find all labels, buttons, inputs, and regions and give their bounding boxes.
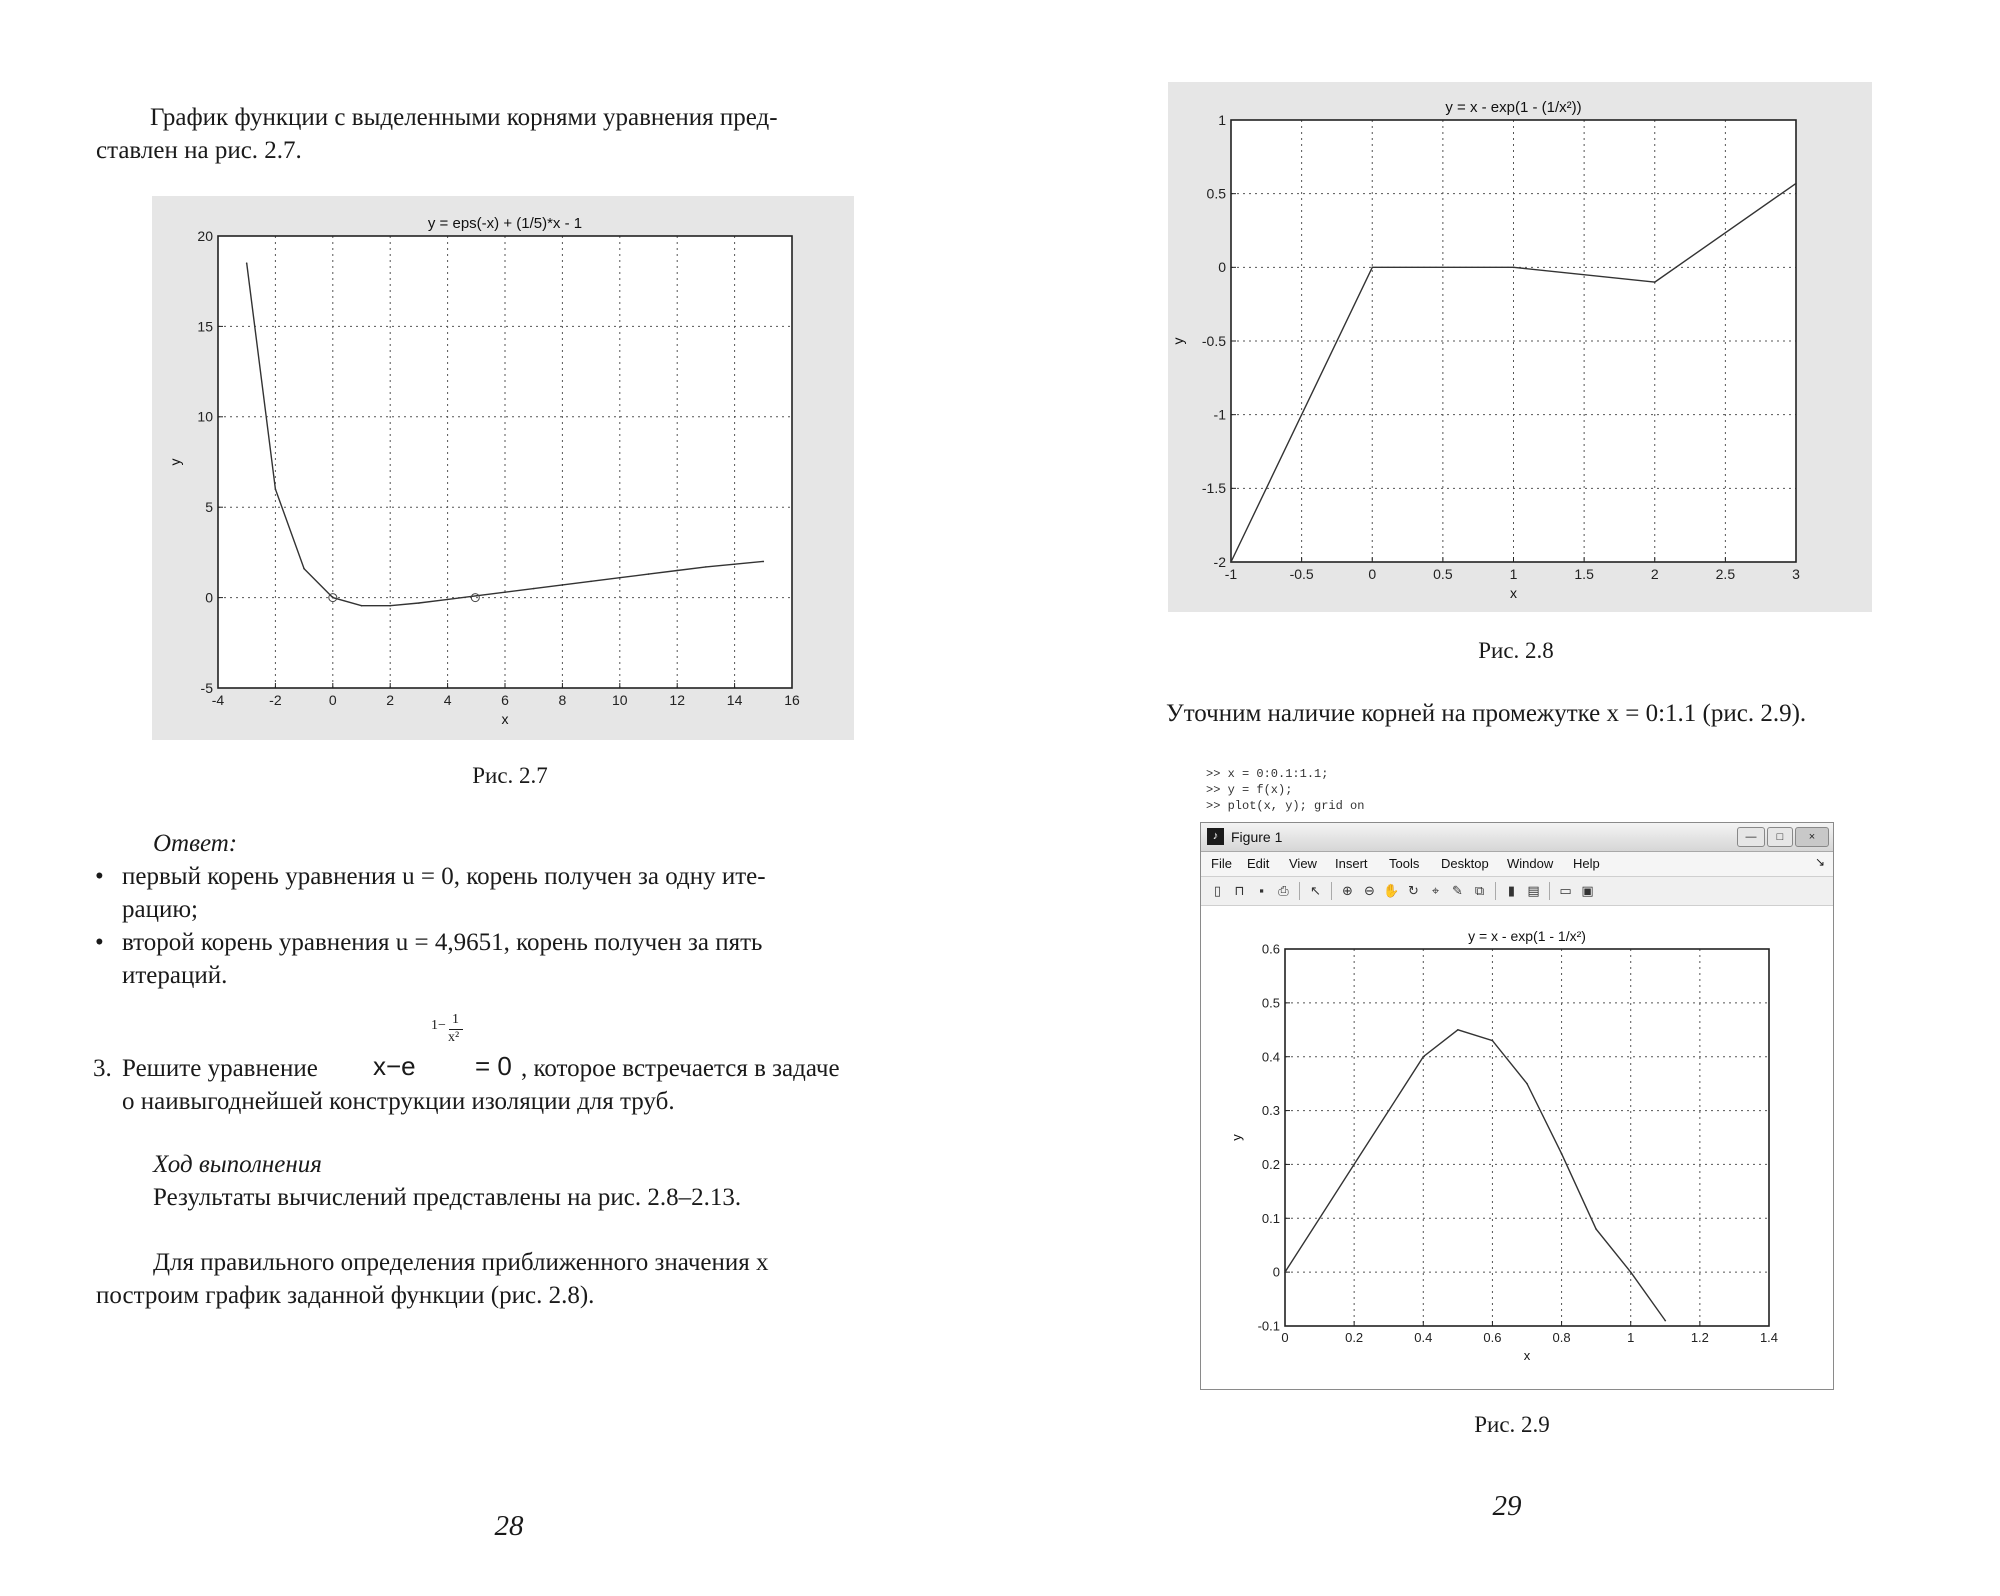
x-tick-label: 1.4 xyxy=(1759,1330,1779,1345)
y-tick-label: -1 xyxy=(1213,406,1226,423)
data-point xyxy=(763,561,765,563)
data-point xyxy=(1595,1228,1597,1230)
y-tick-label: -2 xyxy=(1213,553,1226,570)
x-tick-label: 1 xyxy=(1509,566,1518,582)
y-tick-label: -0.5 xyxy=(1201,332,1226,349)
x-tick-label: 0 xyxy=(328,692,337,708)
edit-plot-arrow-icon[interactable]: ↖ xyxy=(1310,883,1321,898)
x-tick-label: 12 xyxy=(669,692,685,708)
y-tick-label: 0.2 xyxy=(1261,1156,1280,1172)
command-line-3: >> plot(x, y); grid on xyxy=(1206,799,1365,813)
link-plot-icon[interactable]: ⧉ xyxy=(1474,883,1485,898)
equation-exponent-lead: 1− xyxy=(431,1018,446,1033)
y-axis-label: y xyxy=(167,458,183,466)
data-point xyxy=(1371,267,1373,269)
data-point xyxy=(648,573,650,575)
bullet-icon: • xyxy=(95,863,104,890)
data-point xyxy=(1526,1083,1528,1085)
x-tick-label: -4 xyxy=(211,692,225,708)
toolbar-separator xyxy=(1549,882,1550,900)
figure-1-window[interactable] xyxy=(1200,822,1834,1390)
figure-2-8-chart xyxy=(1168,82,1872,612)
data-point xyxy=(332,597,334,599)
x-axis-label: x xyxy=(501,711,509,727)
y-tick-label: 0 xyxy=(1218,259,1226,276)
plot-area xyxy=(1285,949,1769,1326)
figure-2-9-caption: Рис. 2.9 xyxy=(1474,1412,1550,1437)
chart-title: y = eps(-x) + (1/5)*x - 1 xyxy=(427,215,583,232)
command-line-2: >> y = f(x); xyxy=(1206,783,1293,797)
equation-exponent-denominator: x² xyxy=(448,1030,460,1045)
intro-paragraph-line1: График функции с выделенными корнями уравнения пред- xyxy=(150,104,778,131)
minimize-button[interactable]: — xyxy=(1737,827,1765,847)
equation-exponent-numerator: 1 xyxy=(452,1012,459,1027)
answer-item-2-line1: второй корень уравнения u = 4,9651, корень получен за пять xyxy=(122,929,763,956)
x-tick-label: -0.5 xyxy=(1289,566,1314,582)
data-point xyxy=(619,577,621,579)
y-tick-label: 0.3 xyxy=(1261,1103,1280,1119)
data-point xyxy=(1230,561,1232,563)
data-point xyxy=(1319,1217,1321,1219)
y-axis-label: y xyxy=(1229,1134,1244,1141)
window-toolbar xyxy=(1201,877,1833,906)
window-title: Figure 1 xyxy=(1231,829,1283,845)
x-tick-label: 0 xyxy=(1368,566,1377,582)
y-tick-label: 0.6 xyxy=(1261,941,1280,957)
x-tick-label: 10 xyxy=(612,692,628,708)
data-point xyxy=(418,602,420,604)
x-tick-label: -1 xyxy=(1224,566,1238,582)
data-point xyxy=(1664,1320,1666,1322)
figure-2-7-chart xyxy=(152,196,854,740)
y-tick-label: 5 xyxy=(205,499,213,516)
x-tick-label: 0.6 xyxy=(1483,1330,1502,1345)
y-tick-label: 0 xyxy=(1272,1264,1280,1280)
y-tick-label: -0.1 xyxy=(1257,1318,1280,1334)
x-tick-label: 16 xyxy=(784,692,800,708)
maximize-button[interactable]: □ xyxy=(1767,827,1793,847)
data-point xyxy=(734,563,736,565)
task-line2: о наивыгоднейшей конструкции изоляции для труб. xyxy=(122,1088,675,1115)
data-point xyxy=(1561,1153,1563,1155)
y-tick-label: 15 xyxy=(197,318,213,335)
data-point xyxy=(1795,183,1797,185)
data-point xyxy=(676,570,678,572)
figure-2-7-caption: Рис. 2.7 xyxy=(472,763,548,788)
window-titlebar[interactable] xyxy=(1201,823,1833,852)
progress-text: Результаты вычислений представлены на рис. 2.8–2.13. xyxy=(153,1184,742,1211)
answer-item-2-line2: итераций. xyxy=(122,962,228,989)
toolbar-separator xyxy=(1299,882,1300,900)
menu-file[interactable]: File xyxy=(1211,856,1232,871)
y-tick-label: 0.1 xyxy=(1261,1210,1280,1226)
print-icon[interactable]: ⎙ xyxy=(1278,883,1289,898)
x-tick-label: 14 xyxy=(726,692,743,708)
show-plot-tools-icon[interactable]: ▣ xyxy=(1581,883,1594,898)
task-number: 3. xyxy=(93,1055,112,1082)
command-line-1: >> x = 0:0.1:1.1; xyxy=(1206,767,1329,781)
data-point xyxy=(303,568,305,570)
data-cursor-icon[interactable]: ⌖ xyxy=(1431,883,1440,898)
equation-base: x−e xyxy=(373,1051,416,1081)
x-tick-label: 0.2 xyxy=(1345,1330,1364,1345)
data-point xyxy=(1388,1110,1390,1112)
toolbar-separator xyxy=(1495,882,1496,900)
save-icon[interactable]: ▪ xyxy=(1259,883,1264,898)
x-tick-label: 1 xyxy=(1627,1330,1635,1345)
data-point xyxy=(476,595,478,597)
page-number-28: 28 xyxy=(494,1510,524,1542)
y-tick-label: 20 xyxy=(197,227,213,244)
x-tick-label: 4 xyxy=(443,692,452,708)
new-figure-icon[interactable]: ▯ xyxy=(1213,883,1222,898)
answer-heading: Ответ: xyxy=(153,830,238,857)
menu-help[interactable]: Help xyxy=(1573,856,1600,871)
pan-icon[interactable]: ✋ xyxy=(1383,883,1400,898)
x-axis-label: x xyxy=(1510,585,1517,601)
y-tick-label: -5 xyxy=(200,679,213,696)
dock-arrow-icon[interactable]: ↘ xyxy=(1814,855,1825,869)
data-point xyxy=(590,581,592,583)
y-tick-label: 0.4 xyxy=(1261,1049,1280,1065)
brush-icon[interactable]: ✎ xyxy=(1452,883,1463,898)
menu-tools[interactable]: Tools xyxy=(1389,856,1420,871)
x-tick-label: 6 xyxy=(501,692,509,708)
task-text-before: Решите уравнение xyxy=(122,1055,318,1082)
data-point xyxy=(1284,1271,1286,1273)
progress-heading: Ход выполнения xyxy=(153,1151,322,1178)
zoom-out-icon[interactable]: ⊖ xyxy=(1364,883,1375,898)
y-tick-label: 0.5 xyxy=(1261,995,1280,1011)
menu-insert[interactable]: Insert xyxy=(1335,856,1368,871)
data-point xyxy=(504,591,506,593)
data-point xyxy=(1630,1271,1632,1273)
x-tick-label: 0.5 xyxy=(1433,566,1453,582)
data-point xyxy=(275,488,277,490)
data-point xyxy=(361,605,363,607)
intro-paragraph-line2: ставлен на рис. 2.7. xyxy=(96,137,302,164)
y-tick-label: 0.5 xyxy=(1206,185,1226,202)
data-point xyxy=(1492,1040,1494,1042)
page-number-29: 29 xyxy=(1492,1490,1522,1522)
figure-2-8-caption: Рис. 2.8 xyxy=(1478,638,1554,663)
x-tick-label: 3 xyxy=(1792,566,1800,582)
y-tick-label: 10 xyxy=(197,408,213,425)
zoom-in-icon[interactable]: ⊕ xyxy=(1342,883,1353,898)
window-menubar xyxy=(1201,852,1833,877)
task-text-after: , которое встречается в задаче xyxy=(521,1055,840,1082)
figure-2-9-chart xyxy=(1201,906,1833,1389)
answer-item-1-line2: рацию; xyxy=(122,896,198,923)
data-point xyxy=(1654,281,1656,283)
y-axis-label: y xyxy=(1170,337,1186,345)
x-tick-label: 8 xyxy=(558,692,567,708)
data-point xyxy=(705,566,707,568)
menu-window[interactable]: Window xyxy=(1507,856,1554,871)
data-point xyxy=(447,599,449,601)
colorbar-icon[interactable]: ▮ xyxy=(1507,883,1516,898)
bullet-icon: • xyxy=(95,929,104,956)
x-tick-label: 2 xyxy=(386,692,395,708)
x-axis-label: x xyxy=(1523,1348,1531,1363)
y-tick-label: 0 xyxy=(205,589,213,606)
close-button[interactable]: × xyxy=(1795,827,1829,847)
data-point xyxy=(246,262,248,264)
data-point xyxy=(533,588,535,590)
x-tick-label: 2.5 xyxy=(1715,566,1736,582)
x-tick-label: 1.2 xyxy=(1690,1330,1709,1345)
y-tick-label: -1.5 xyxy=(1201,480,1226,497)
answer-item-1-line1: первый корень уравнения u = 0, корень получен за одну ите- xyxy=(122,863,766,890)
matlab-figure-icon: ♪ xyxy=(1207,828,1224,845)
data-point xyxy=(1353,1164,1355,1166)
menu-desktop[interactable]: Desktop xyxy=(1441,856,1489,871)
y-tick-label: 1 xyxy=(1218,111,1226,128)
x-tick-label: 0 xyxy=(1281,1330,1289,1345)
data-point xyxy=(562,584,564,586)
x-tick-label: 0.4 xyxy=(1414,1330,1433,1345)
toolbar-separator xyxy=(1331,882,1332,900)
hide-plot-tools-icon[interactable]: ▭ xyxy=(1559,883,1572,898)
equation-rhs: = 0 xyxy=(475,1051,512,1081)
legend-icon[interactable]: ▤ xyxy=(1527,883,1540,898)
define-paragraph-line2: построим график заданной функции (рис. 2.8). xyxy=(96,1282,595,1309)
figure-canvas xyxy=(1201,906,1833,1389)
menu-view[interactable]: View xyxy=(1289,856,1317,871)
open-file-icon[interactable]: ⊓ xyxy=(1234,883,1245,898)
menu-edit[interactable]: Edit xyxy=(1247,856,1270,871)
data-point xyxy=(1457,1029,1459,1031)
chart-title: y = x - exp(1 - (1/x²)) xyxy=(1445,99,1582,116)
refine-paragraph: Уточним наличие корней на промежутке x = 0:1.1 (рис. 2.9). xyxy=(1166,700,1807,727)
chart-title: y = x - exp(1 - 1/x²) xyxy=(1468,928,1586,944)
define-paragraph-line1: Для правильного определения приближенного значения x xyxy=(153,1249,769,1276)
data-point xyxy=(1422,1056,1424,1058)
data-point xyxy=(389,605,391,607)
x-tick-label: 1.5 xyxy=(1574,566,1594,582)
data-point xyxy=(1513,267,1515,269)
x-tick-label: 2 xyxy=(1650,566,1659,582)
x-tick-label: -2 xyxy=(269,692,282,708)
right-page xyxy=(1000,0,2000,1596)
rotate-3d-icon[interactable]: ↻ xyxy=(1408,883,1419,898)
x-tick-label: 0.8 xyxy=(1552,1330,1571,1345)
